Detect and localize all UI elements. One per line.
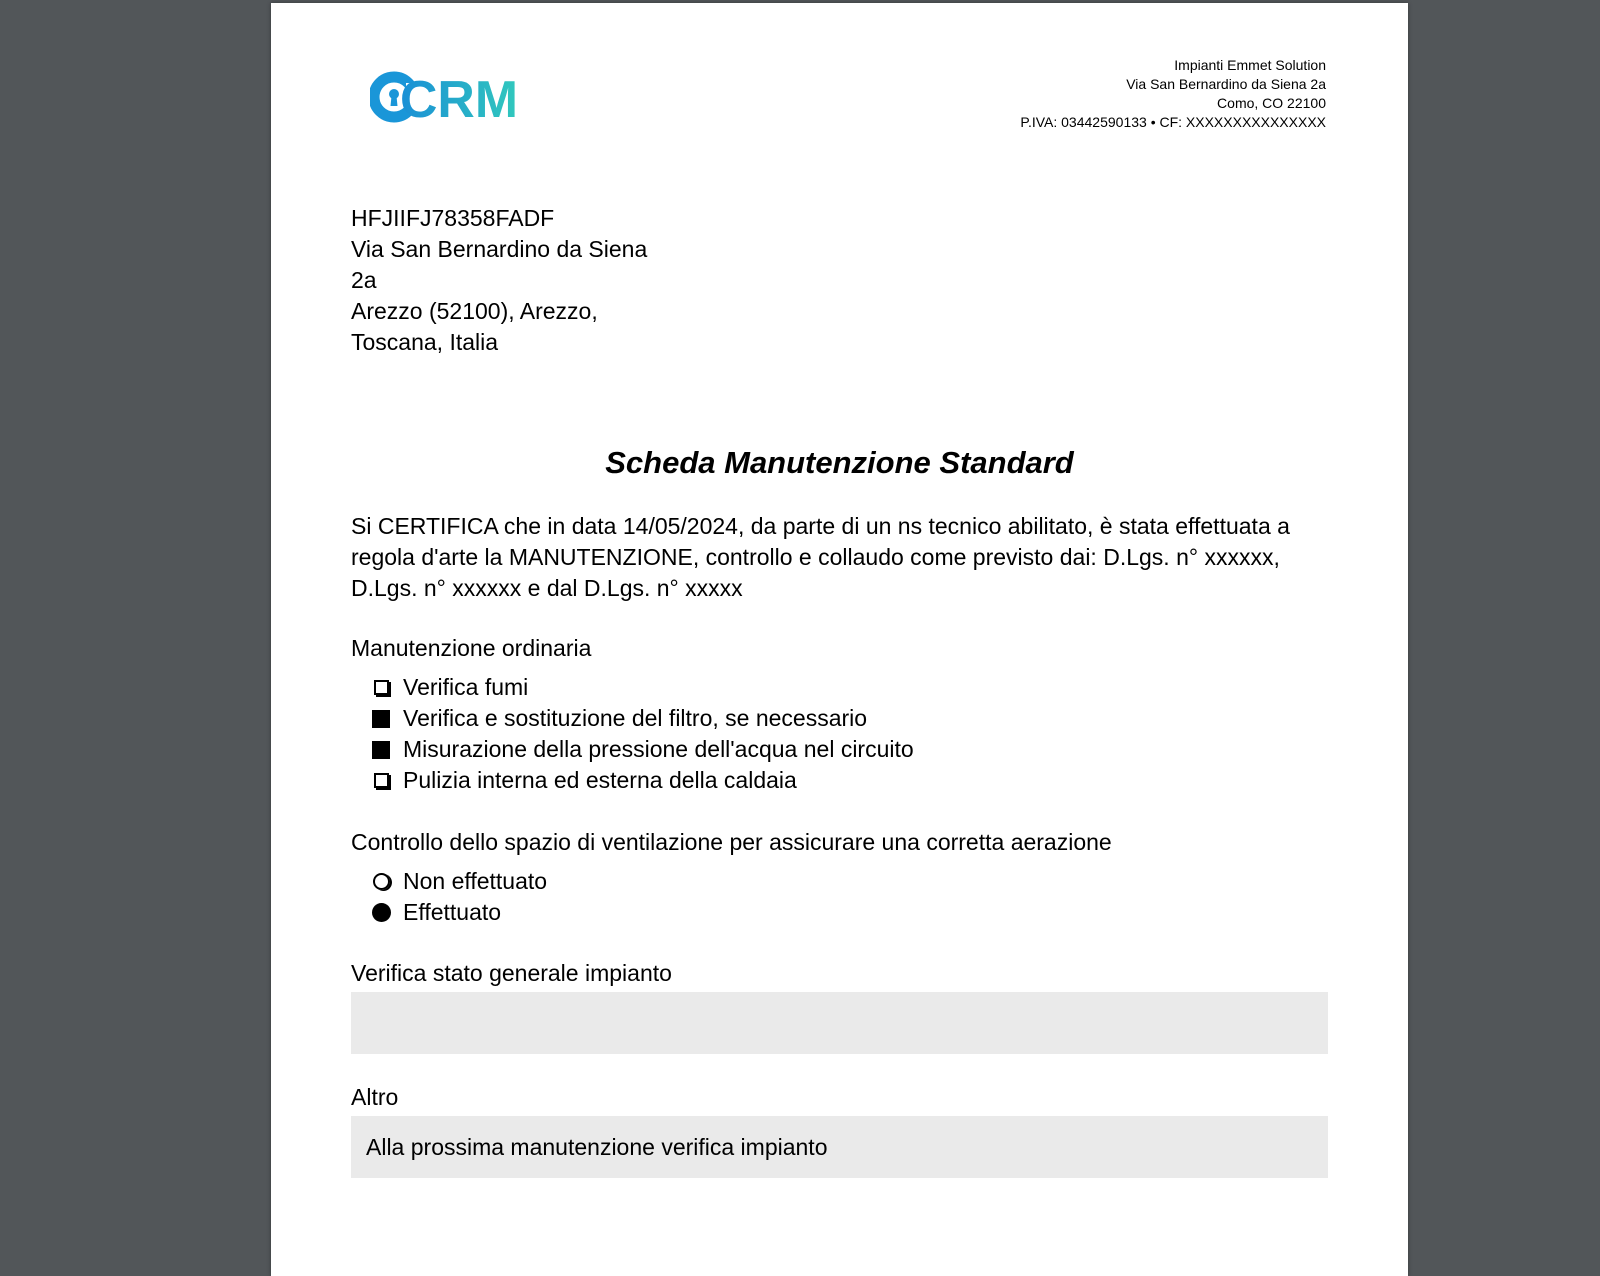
certification-text: Si CERTIFICA che in data 14/05/2024, da parte di un ns tecnico abilitato, è stata effettuata a regola d'arte la MANUTENZIONE, controllo e collaudo come previsto dai: D.Lgs. n° xxxxxx, D.Lgs. n° xxxxxx e dal D.Lgs. n° xxxxx (351, 513, 1290, 601)
checklist-item[interactable] (371, 734, 914, 765)
altro-label: Altro (351, 1084, 399, 1110)
logo-text: CRM (400, 71, 518, 129)
checklist-item-label: Misurazione della pressione dell'acqua nel circuito (403, 736, 914, 762)
company-header (1020, 56, 1326, 132)
radio-empty-icon (371, 872, 391, 892)
radio-option-label: Non effettuato (403, 868, 548, 894)
radio-option-label: Effettuato (403, 899, 502, 925)
manutenzione-label: Manutenzione ordinaria (351, 635, 592, 661)
company-address: Via San Bernardino da Siena 2a (1126, 76, 1326, 92)
recipient-line: Arezzo (52100), Arezzo, (351, 298, 598, 324)
checkbox-empty-icon (371, 771, 391, 791)
radio-option[interactable] (371, 897, 547, 928)
manutenzione-checklist (371, 672, 914, 796)
checkbox-empty-icon (371, 678, 391, 698)
recipient-line: Toscana, Italia (351, 329, 499, 355)
recipient-address (351, 203, 647, 358)
checklist-item-label: Verifica fumi (403, 674, 529, 700)
stato-impianto-field (351, 992, 1328, 1054)
company-name: Impianti Emmet Solution (1174, 57, 1326, 73)
ventilazione-options (371, 866, 547, 928)
checklist-item[interactable] (371, 672, 914, 703)
document-page (271, 3, 1408, 1276)
recipient-line: Via San Bernardino da Siena (351, 236, 648, 262)
recipient-line: HFJIIFJ78358FADF (351, 205, 555, 231)
radio-selected-icon (371, 903, 391, 923)
document-title: Scheda Manutenzione Standard (605, 445, 1074, 480)
checklist-item[interactable] (371, 765, 914, 796)
checklist-item-label: Pulizia interna ed esterna della caldaia (403, 767, 797, 793)
company-logo (370, 69, 520, 129)
ventilazione-label: Controllo dello spazio di ventilazione per assicurare una corretta aerazione (351, 829, 1112, 855)
checklist-item-label: Verifica e sostituzione del filtro, se necessario (403, 705, 868, 731)
altro-field: Alla prossima manutenzione verifica impianto (351, 1116, 1328, 1178)
stato-impianto-label: Verifica stato generale impianto (351, 960, 672, 986)
checkbox-checked-icon (371, 709, 391, 729)
checklist-item[interactable] (371, 703, 914, 734)
radio-option[interactable] (371, 866, 547, 897)
checkbox-checked-icon (371, 740, 391, 760)
company-city: Como, CO 22100 (1217, 95, 1326, 111)
company-tax-ids: P.IVA: 03442590133 • CF: XXXXXXXXXXXXXXX (1020, 114, 1326, 130)
recipient-line: 2a (351, 267, 377, 293)
crm-logo-icon (370, 69, 520, 129)
